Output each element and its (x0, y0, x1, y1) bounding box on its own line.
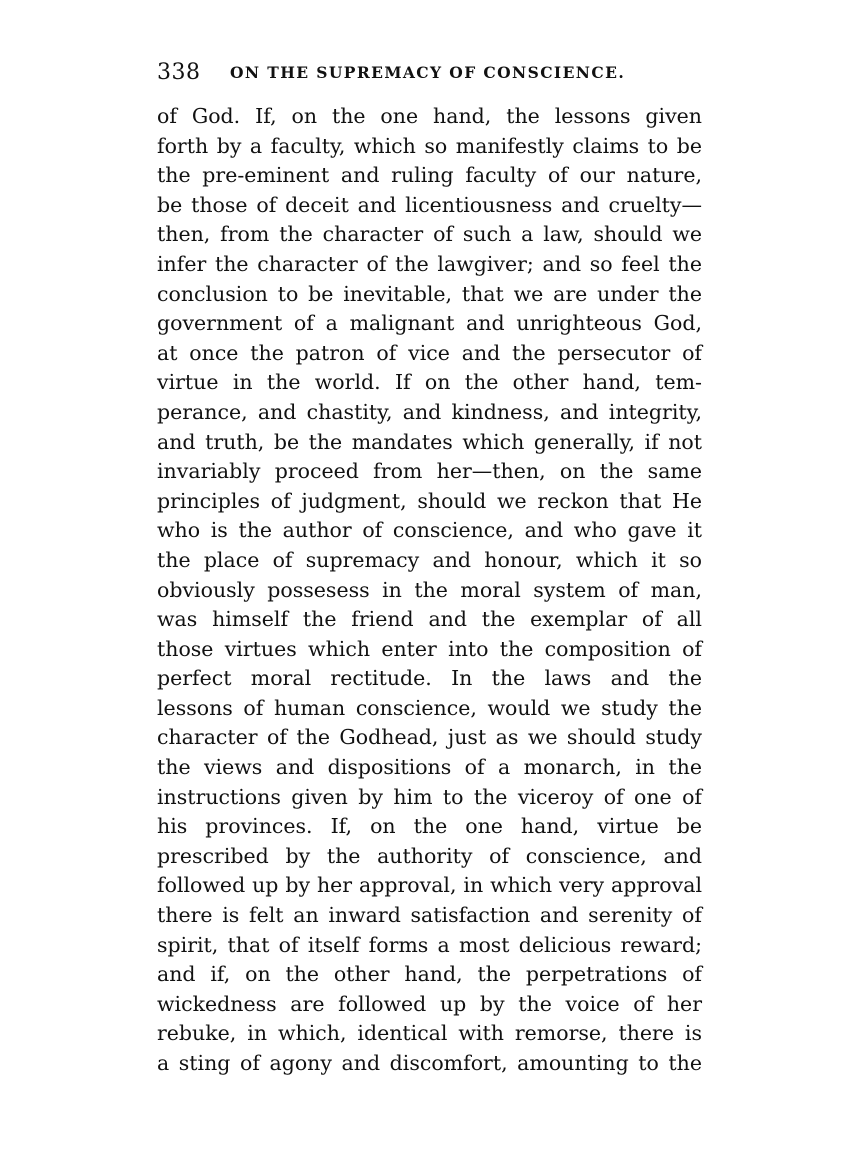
text-line: there is felt an inward satisfaction and serenity of (157, 903, 702, 928)
text-line: followed up by her approval, in which very approval (157, 873, 702, 898)
text-line: principles of judgment, should we reckon that He (157, 488, 702, 513)
text-line: those virtues which enter into the composition of (157, 636, 702, 661)
text-line: perfect moral rectitude. In the laws and the (157, 666, 702, 691)
text-line: of God. If, on the one hand, the lessons given (157, 104, 702, 128)
text-line: wickedness are followed up by the voice of her (157, 991, 702, 1016)
text-line: rebuke, in which, identical with remorse, there is (157, 1021, 702, 1046)
text-line: the views and dispositions of a monarch, in the (157, 755, 702, 780)
text-line: a sting of agony and discomfort, amounting to the (157, 1051, 702, 1075)
text-line: then, from the character of such a law, should we (157, 222, 702, 247)
text-line: his provinces. If, on the one hand, virtue be (157, 814, 702, 839)
text-line: prescribed by the authority of conscience, and (157, 843, 702, 868)
text-line: infer the character of the lawgiver; and so feel the (157, 251, 702, 276)
running-title: ON THE SUPREMACY OF CONSCIENCE. (230, 63, 626, 82)
text-line: be those of deceit and licentiousness and cruelty— (157, 192, 702, 217)
text-line: government of a malignant and unrighteous God, (157, 311, 702, 336)
text-line: at once the patron of vice and the persecutor of (157, 340, 702, 365)
text-line: invariably proceed from her—then, on the same (157, 459, 702, 484)
text-line: instructions given by him to the viceroy of one of (157, 784, 702, 809)
body-text (157, 102, 702, 1079)
text-line: character of the Godhead, just as we should study (157, 725, 702, 750)
text-line: forth by a faculty, which so manifestly claims to be (157, 133, 702, 158)
text-line: perance, and chastity, and kindness, and integrity, (157, 399, 702, 424)
text-line: the place of supremacy and honour, which it so (157, 547, 702, 572)
text-line: was himself the friend and the exemplar of all (157, 607, 702, 632)
text-line: obviously possesess in the moral system of man, (157, 577, 702, 602)
text-line: who is the author of conscience, and who gave it (157, 518, 702, 543)
text-line: spirit, that of itself forms a most delicious reward; (157, 932, 702, 957)
text-line: lessons of human conscience, would we study the (157, 695, 702, 720)
text-line: and truth, be the mandates which generally, if not (157, 429, 702, 454)
text-line: the pre-eminent and ruling faculty of our nature, (157, 163, 702, 188)
text-line: and if, on the other hand, the perpetrations of (157, 962, 702, 987)
page-number: 338 (157, 60, 201, 85)
text-line: virtue in the world. If on the other hand, tem- (157, 370, 702, 395)
running-header (157, 60, 702, 86)
text-line: conclusion to be inevitable, that we are under the (157, 281, 702, 306)
